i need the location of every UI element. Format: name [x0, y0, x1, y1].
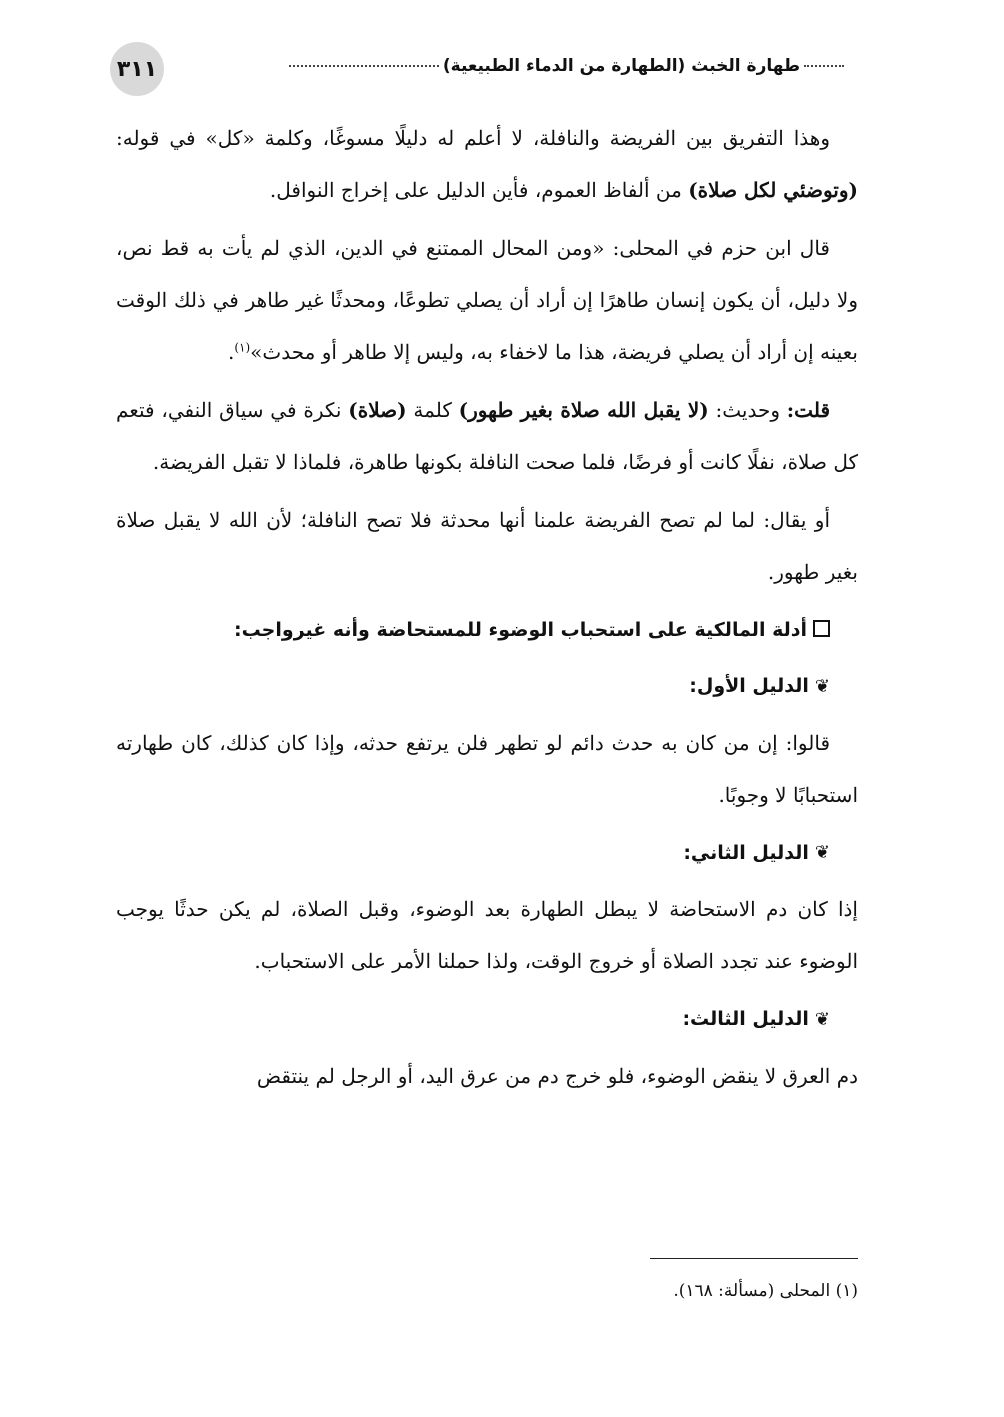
subheading-3-text: الدليل الثالث: — [682, 1008, 809, 1030]
leaf-ornament-icon: ❦ — [814, 842, 830, 863]
section-heading-text: أدلة المالكية على استحباب الوضوء للمستحاضة وأنه غيرواجب: — [233, 619, 807, 641]
quoted-word: (صلاة) — [348, 398, 407, 422]
paragraph-1 — [116, 112, 858, 216]
paragraph-3-text-c: نكرة في سياق النفي، فتعم كل صلاة، نفلًا كانت أو فرضًا، فلما صحت النافلة بكونها طاهرة، فلماذا لا تقبل الفريضة. — [116, 398, 858, 474]
paragraph-4: أو يقال: لما لم تصح الفريضة علمنا أنها محدثة فلا تصح النافلة؛ لأن الله لا يقبل صلاة بغير طهور. — [116, 508, 858, 584]
paragraph-3-text-b: كلمة — [406, 398, 459, 422]
paragraph-1-end: من ألفاظ العموم، فأين الدليل على إخراج النوافل. — [269, 178, 689, 202]
paragraph-7: دم العرق لا ينقض الوضوء، فلو خرج دم من عرق اليد، أو الرجل لم ينتقض — [256, 1063, 858, 1088]
footnote-divider — [650, 1258, 858, 1259]
paragraph-1-text: وهذا التفريق بين الفريضة والنافلة، لا أعلم له دليلًا مسوغًا، وكلمة «كل» في قوله: — [116, 126, 830, 150]
page-header — [110, 40, 858, 98]
footnote-ref[interactable]: (١) — [234, 340, 251, 355]
leaf-ornament-icon: ❦ — [814, 675, 830, 697]
leader-dots-right — [804, 64, 844, 67]
leader-dots-left — [289, 64, 439, 67]
subheading-2 — [116, 827, 858, 880]
paragraph-5: قالوا: إن من كان به حدث دائم لو تطهر فلن يرتفع حدثه، وإذا كان كذلك، كان طهارته استحبابًا لا وجوبًا. — [116, 730, 858, 807]
paragraph-3-lead: قلت: — [786, 398, 830, 422]
footnote: (١) المحلى (مسألة: ١٦٨). — [673, 1281, 858, 1301]
subheading-2-text: الدليل الثاني: — [683, 841, 809, 864]
subheading-3 — [116, 993, 858, 1046]
quoted-hadith: (وتوضئي لكل صلاة) — [688, 178, 858, 202]
running-title — [285, 56, 848, 76]
paragraph-2 — [116, 222, 858, 378]
running-title-text: طهارة الخبث (الطهارة من الدماء الطبيعية) — [442, 56, 800, 76]
subheading-1 — [116, 660, 858, 713]
paragraph-3 — [116, 384, 858, 488]
main-text — [116, 112, 858, 1108]
subheading-1-text: الدليل الأول: — [689, 675, 809, 697]
section-heading — [116, 604, 858, 656]
leaf-ornament-icon: ❦ — [814, 1008, 830, 1030]
page-number: ٣١١ — [110, 42, 164, 96]
paragraph-6: إذا كان دم الاستحاضة لا يبطل الطهارة بعد الوضوء، وقبل الصلاة، لم يكن حدثًا يوجب الوضوء عند تجدد الصلاة أو خروج الوقت، ولذا حملنا الأمر على الاستحباب. — [116, 897, 858, 973]
checkbox-icon — [813, 620, 830, 637]
quoted-hadith: (لا يقبل الله صلاة بغير طهور) — [458, 398, 709, 422]
paragraph-3-text-a: وحديث: — [708, 398, 787, 422]
paragraph-2-end: . — [227, 340, 235, 364]
paragraph-2-text: قال ابن حزم في المحلى: «ومن المحال الممتنع في الدين، الذي لم يأت به قط نص، ولا دليل، أن يكون إنسان طاهرًا إن أراد أن يصلي تطوعًا، ومحدثًا غير طاهر في ذلك الوقت بعينه إن أراد أن يصلي فريضة، هذا ما لاخفاء به، وليس إلا طاهر أو محدث» — [116, 236, 858, 364]
